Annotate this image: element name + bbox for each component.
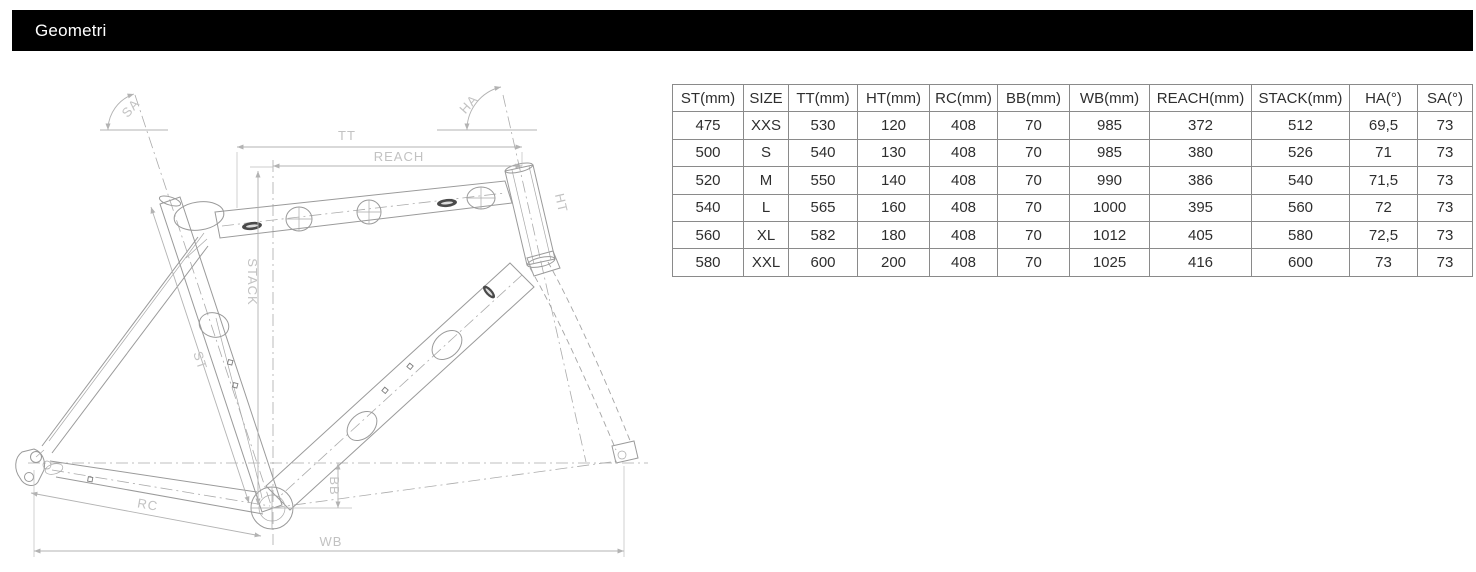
table-cell: 73	[1418, 139, 1473, 166]
dimension-labels	[119, 92, 571, 549]
table-cell: 70	[998, 221, 1070, 248]
table-cell: 380	[1150, 139, 1252, 166]
table-cell: 405	[1150, 221, 1252, 248]
table-cell: 1000	[1070, 194, 1150, 221]
table-cell: 73	[1418, 221, 1473, 248]
column-header: STACK(mm)	[1252, 85, 1350, 112]
table-cell: 600	[789, 249, 858, 276]
table-cell: L	[744, 194, 789, 221]
table-cell: 70	[998, 139, 1070, 166]
table-cell: 372	[1150, 112, 1252, 139]
table-cell: 73	[1418, 112, 1473, 139]
table-cell: 582	[789, 221, 858, 248]
table-cell: 395	[1150, 194, 1252, 221]
table-cell: 160	[858, 194, 930, 221]
column-header: REACH(mm)	[1150, 85, 1252, 112]
table-cell: 71	[1350, 139, 1418, 166]
table-cell: 520	[673, 167, 744, 194]
table-cell: 73	[1418, 167, 1473, 194]
table-cell: 70	[998, 167, 1070, 194]
table-cell: 560	[673, 221, 744, 248]
table-cell: 200	[858, 249, 930, 276]
table-cell: 540	[1252, 167, 1350, 194]
table-cell: XL	[744, 221, 789, 248]
dim-label-rc: RC	[136, 495, 160, 514]
table-cell: 600	[1252, 249, 1350, 276]
table-row	[673, 194, 1473, 221]
table-cell: 408	[930, 139, 998, 166]
table-cell: 526	[1252, 139, 1350, 166]
table-row	[673, 112, 1473, 139]
table-cell: 985	[1070, 112, 1150, 139]
table-cell: 70	[998, 194, 1070, 221]
table-cell: 990	[1070, 167, 1150, 194]
dim-label-ht: HT	[551, 191, 571, 215]
head-tube	[505, 165, 555, 265]
geometry-table-header-row	[673, 85, 1473, 112]
frame-tubes	[16, 161, 638, 529]
table-cell: XXS	[744, 112, 789, 139]
table-row	[673, 249, 1473, 276]
table-cell: XXL	[744, 249, 789, 276]
column-header: WB(mm)	[1070, 85, 1150, 112]
table-cell: 985	[1070, 139, 1150, 166]
table-cell: 512	[1252, 112, 1350, 139]
column-header: RC(mm)	[930, 85, 998, 112]
dim-label-bb: BB	[327, 476, 342, 496]
seat-stays	[42, 233, 211, 453]
column-header: BB(mm)	[998, 85, 1070, 112]
table-cell: 72,5	[1350, 221, 1418, 248]
dim-label-st: ST	[190, 349, 211, 372]
dim-label-sa: SA	[118, 95, 143, 121]
table-cell: 408	[930, 194, 998, 221]
frame-drawing-svg	[0, 0, 660, 572]
table-cell: M	[744, 167, 789, 194]
table-cell: 69,5	[1350, 112, 1418, 139]
table-cell: 540	[673, 194, 744, 221]
table-cell: 550	[789, 167, 858, 194]
table-cell: 70	[998, 112, 1070, 139]
dim-label-stack: STACK	[245, 258, 260, 306]
table-cell: 500	[673, 139, 744, 166]
table-cell: 580	[673, 249, 744, 276]
table-cell: 130	[858, 139, 930, 166]
table-cell: 580	[1252, 221, 1350, 248]
table-cell: 530	[789, 112, 858, 139]
table-row	[673, 139, 1473, 166]
table-cell: 560	[1252, 194, 1350, 221]
column-header: HA(°)	[1350, 85, 1418, 112]
table-cell: 540	[789, 139, 858, 166]
rear-dropout	[16, 449, 51, 485]
dim-label-ha: HA	[456, 91, 481, 117]
table-cell: 73	[1418, 249, 1473, 276]
dim-label-reach: REACH	[373, 149, 425, 164]
table-row	[673, 221, 1473, 248]
bolt-details	[88, 360, 414, 482]
table-cell: 1012	[1070, 221, 1150, 248]
table-cell: 1025	[1070, 249, 1150, 276]
table-cell: 565	[789, 194, 858, 221]
fork	[527, 251, 638, 463]
table-cell: 72	[1350, 194, 1418, 221]
dim-label-wb: WB	[319, 534, 343, 549]
table-cell: 475	[673, 112, 744, 139]
dim-label-tt: TT	[338, 128, 356, 143]
table-cell: 408	[930, 167, 998, 194]
table-cell: 120	[858, 112, 930, 139]
table-cell: 70	[998, 249, 1070, 276]
column-header: SA(°)	[1418, 85, 1473, 112]
column-header: ST(mm)	[673, 85, 744, 112]
table-cell: 408	[930, 221, 998, 248]
column-header: SIZE	[744, 85, 789, 112]
table-cell: 408	[930, 112, 998, 139]
page-title: Geometri	[35, 21, 107, 40]
table-cell: 140	[858, 167, 930, 194]
table-cell: 180	[858, 221, 930, 248]
geometry-table-body	[673, 112, 1473, 276]
column-header: TT(mm)	[789, 85, 858, 112]
table-cell: 386	[1150, 167, 1252, 194]
frame-geometry-diagram	[0, 0, 660, 572]
table-cell: 408	[930, 249, 998, 276]
tube-cross-sections	[158, 187, 495, 446]
table-cell: 73	[1418, 194, 1473, 221]
table-row	[673, 167, 1473, 194]
column-header: HT(mm)	[858, 85, 930, 112]
table-cell: S	[744, 139, 789, 166]
table-cell: 416	[1150, 249, 1252, 276]
geometry-table	[672, 84, 1473, 277]
table-cell: 71,5	[1350, 167, 1418, 194]
table-cell: 73	[1350, 249, 1418, 276]
